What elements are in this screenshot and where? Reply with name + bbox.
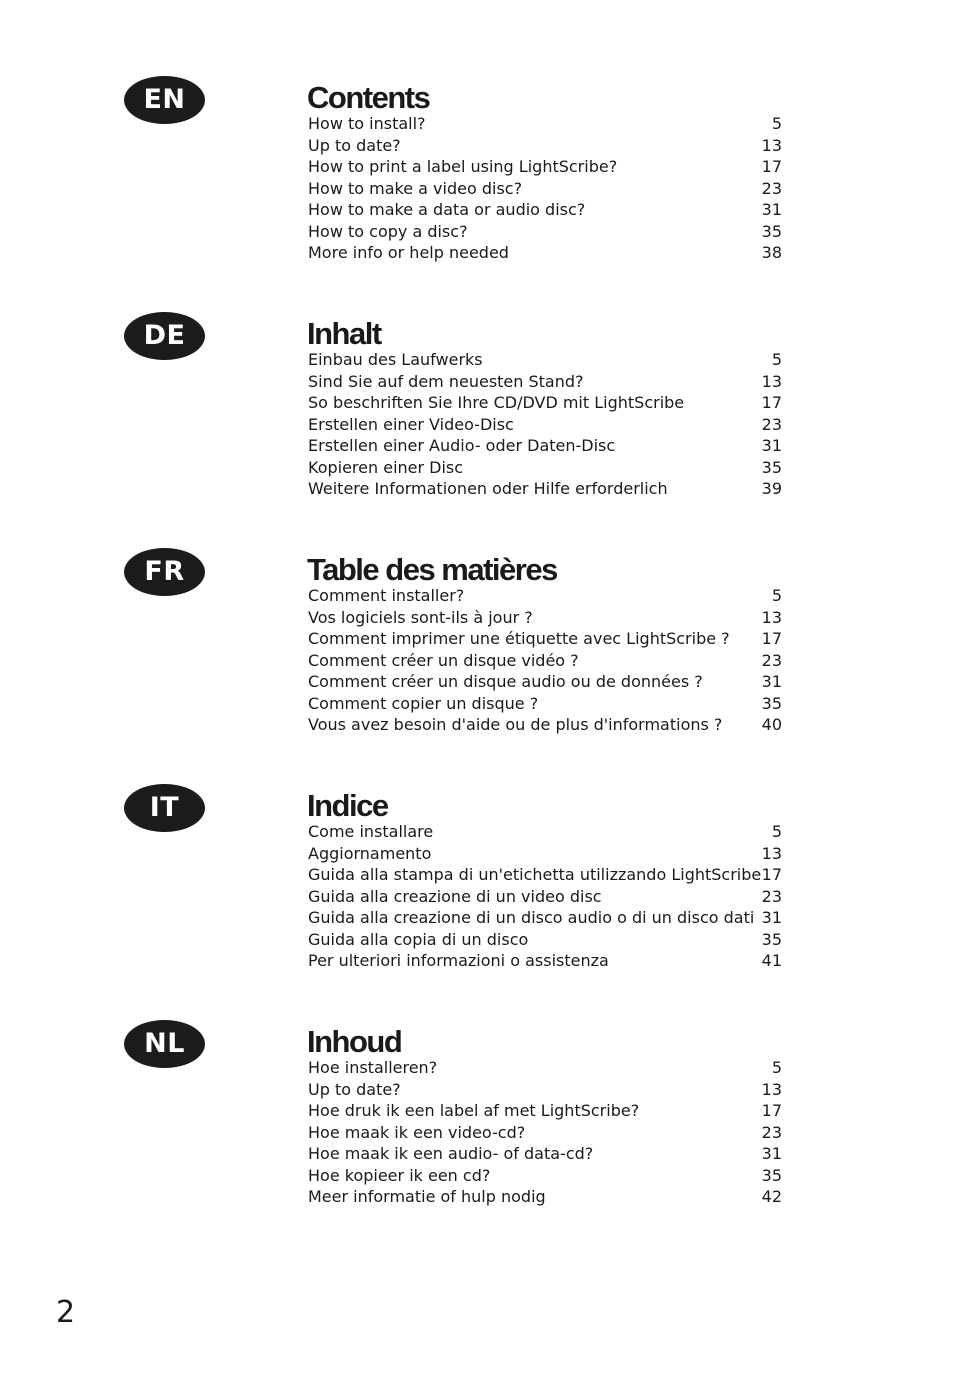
- toc-entry[interactable]: [307, 650, 782, 672]
- entry-page-number: 13: [761, 1079, 782, 1099]
- entry-page-number: 13: [761, 607, 782, 627]
- toc-entry[interactable]: [307, 414, 782, 436]
- entry-label: How to install?: [308, 114, 426, 133]
- toc-entry[interactable]: [307, 607, 782, 629]
- toc-entry[interactable]: [307, 1100, 782, 1122]
- toc-entry[interactable]: [307, 178, 782, 200]
- toc-entry[interactable]: [307, 221, 782, 243]
- entry-page-number: 31: [761, 908, 782, 927]
- toc-list-fr: [307, 585, 782, 736]
- entry-label: Hoe installeren?: [308, 1058, 438, 1077]
- toc-entry[interactable]: [307, 135, 782, 157]
- toc-entry[interactable]: [307, 843, 782, 865]
- toc-entry[interactable]: [307, 585, 782, 607]
- entry-label: Hoe druk ik een label af met LightScribe?: [308, 1101, 640, 1120]
- toc-entry[interactable]: [307, 1165, 782, 1187]
- toc-section-en: [0, 76, 954, 276]
- entry-page-number: 17: [761, 865, 782, 884]
- toc-entry[interactable]: [307, 435, 782, 457]
- toc-section-fr: [0, 548, 954, 748]
- entry-page-number: 41: [761, 951, 782, 970]
- entry-page-number: 13: [761, 135, 782, 155]
- entry-page-number: 17: [761, 629, 782, 648]
- entry-page-number: 31: [761, 200, 782, 219]
- entry-page-number: 31: [761, 436, 782, 455]
- entry-page-number: 35: [761, 693, 782, 713]
- entry-label: Erstellen einer Audio- oder Daten-Disc: [308, 436, 616, 455]
- entry-label: Sind Sie auf dem neuesten Stand?: [308, 371, 584, 391]
- entry-label: More info or help needed: [308, 243, 509, 262]
- toc-entry[interactable]: [307, 392, 782, 414]
- entry-page-number: 35: [761, 221, 782, 241]
- entry-label: Hoe maak ik een video-cd?: [308, 1122, 526, 1142]
- entry-label: Guida alla stampa di un'etichetta utilizzando LightScribe: [308, 865, 762, 884]
- toc-section-it: [0, 784, 954, 984]
- entry-page-number: 23: [761, 1122, 782, 1142]
- toc-list-it: [307, 821, 782, 972]
- language-badge-de: DE: [124, 312, 205, 360]
- toc-entry[interactable]: [307, 628, 782, 650]
- toc-entry[interactable]: [307, 864, 782, 886]
- entry-page-number: 13: [761, 371, 782, 391]
- toc-entry[interactable]: [307, 1057, 782, 1079]
- entry-label: Hoe maak ik een audio- of data-cd?: [308, 1144, 594, 1163]
- entry-label: So beschriften Sie Ihre CD/DVD mit LightScribe: [308, 393, 685, 412]
- entry-label: Comment créer un disque vidéo ?: [308, 650, 579, 670]
- toc-entry[interactable]: [307, 1143, 782, 1165]
- toc-entry[interactable]: [307, 886, 782, 908]
- entry-page-number: 5: [771, 350, 782, 369]
- toc-entry[interactable]: [307, 950, 782, 972]
- language-badge-fr: FR: [124, 548, 205, 596]
- entry-page-number: 42: [761, 1187, 782, 1206]
- entry-label: How to make a data or audio disc?: [308, 200, 586, 219]
- entry-label: Comment copier un disque ?: [308, 693, 539, 713]
- toc-entry[interactable]: [307, 929, 782, 951]
- toc-list-en: [307, 113, 782, 264]
- toc-entry[interactable]: [307, 242, 782, 264]
- toc-entry[interactable]: [307, 349, 782, 371]
- entry-page-number: 31: [761, 1144, 782, 1163]
- entry-page-number: 35: [761, 457, 782, 477]
- toc-list-de: [307, 349, 782, 500]
- toc-entry[interactable]: [307, 907, 782, 929]
- entry-label: Per ulteriori informazioni o assistenza: [308, 951, 609, 970]
- toc-entry[interactable]: [307, 478, 782, 500]
- entry-label: How to copy a disc?: [308, 221, 468, 241]
- entry-label: Up to date?: [308, 135, 401, 155]
- entry-label: How to print a label using LightScribe?: [308, 157, 618, 176]
- entry-page-number: 23: [761, 650, 782, 670]
- section-title-it: Indice: [307, 788, 388, 823]
- toc-section-de: [0, 312, 954, 512]
- entry-label: Erstellen einer Video-Disc: [308, 414, 514, 434]
- entry-page-number: 17: [761, 393, 782, 412]
- toc-entry[interactable]: [307, 113, 782, 135]
- entry-page-number: 5: [771, 1058, 782, 1077]
- entry-page-number: 5: [771, 114, 782, 133]
- toc-entry[interactable]: [307, 714, 782, 736]
- entry-page-number: 5: [771, 822, 782, 841]
- entry-page-number: 35: [761, 929, 782, 949]
- entry-label: Come installare: [308, 822, 434, 841]
- entry-label: How to make a video disc?: [308, 178, 523, 198]
- entry-page-number: 35: [761, 1165, 782, 1185]
- section-title-nl: Inhoud: [307, 1024, 402, 1059]
- entry-label: Comment créer un disque audio ou de données ?: [308, 672, 703, 691]
- entry-label: Vous avez besoin d'aide ou de plus d'informations ?: [308, 715, 723, 734]
- language-badge-en: EN: [124, 76, 205, 124]
- toc-entry[interactable]: [307, 1186, 782, 1208]
- toc-entry[interactable]: [307, 671, 782, 693]
- toc-entry[interactable]: [307, 199, 782, 221]
- section-title-de: Inhalt: [307, 316, 381, 351]
- entry-page-number: 23: [761, 414, 782, 434]
- toc-entry[interactable]: [307, 693, 782, 715]
- entry-page-number: 40: [761, 715, 782, 734]
- entry-page-number: 17: [761, 1101, 782, 1120]
- toc-entry[interactable]: [307, 1122, 782, 1144]
- toc-entry[interactable]: [307, 371, 782, 393]
- entry-label: Hoe kopieer ik een cd?: [308, 1165, 491, 1185]
- entry-label: Weitere Informationen oder Hilfe erforderlich: [308, 479, 668, 498]
- entry-page-number: 13: [761, 843, 782, 863]
- entry-label: Kopieren einer Disc: [308, 457, 464, 477]
- toc-entry[interactable]: [307, 821, 782, 843]
- entry-page-number: 5: [771, 586, 782, 605]
- entry-label: Up to date?: [308, 1079, 401, 1099]
- toc-entry[interactable]: [307, 156, 782, 178]
- entry-label: Guida alla creazione di un video disc: [308, 886, 602, 906]
- toc-entry[interactable]: [307, 457, 782, 479]
- entry-label: Comment imprimer une étiquette avec LightScribe ?: [308, 629, 730, 648]
- page-number: 2: [56, 1295, 76, 1330]
- language-badge-it: IT: [124, 784, 205, 832]
- entry-label: Comment installer?: [308, 586, 465, 605]
- entry-page-number: 23: [761, 886, 782, 906]
- language-badge-nl: NL: [124, 1020, 205, 1068]
- entry-page-number: 39: [761, 479, 782, 498]
- entry-label: Vos logiciels sont-ils à jour ?: [308, 607, 533, 627]
- entry-label: Aggiornamento: [308, 843, 432, 863]
- toc-entry[interactable]: [307, 1079, 782, 1101]
- toc-section-nl: [0, 1020, 954, 1220]
- entry-label: Guida alla copia di un disco: [308, 929, 529, 949]
- section-title-fr: Table des matières: [307, 552, 557, 587]
- entry-label: Meer informatie of hulp nodig: [308, 1187, 546, 1206]
- entry-label: Guida alla creazione di un disco audio o di un disco dati: [308, 908, 755, 927]
- entry-page-number: 23: [761, 178, 782, 198]
- section-title-en: Contents: [307, 80, 430, 115]
- toc-list-nl: [307, 1057, 782, 1208]
- entry-page-number: 38: [761, 243, 782, 262]
- entry-label: Einbau des Laufwerks: [308, 350, 483, 369]
- entry-page-number: 17: [761, 157, 782, 176]
- entry-page-number: 31: [761, 672, 782, 691]
